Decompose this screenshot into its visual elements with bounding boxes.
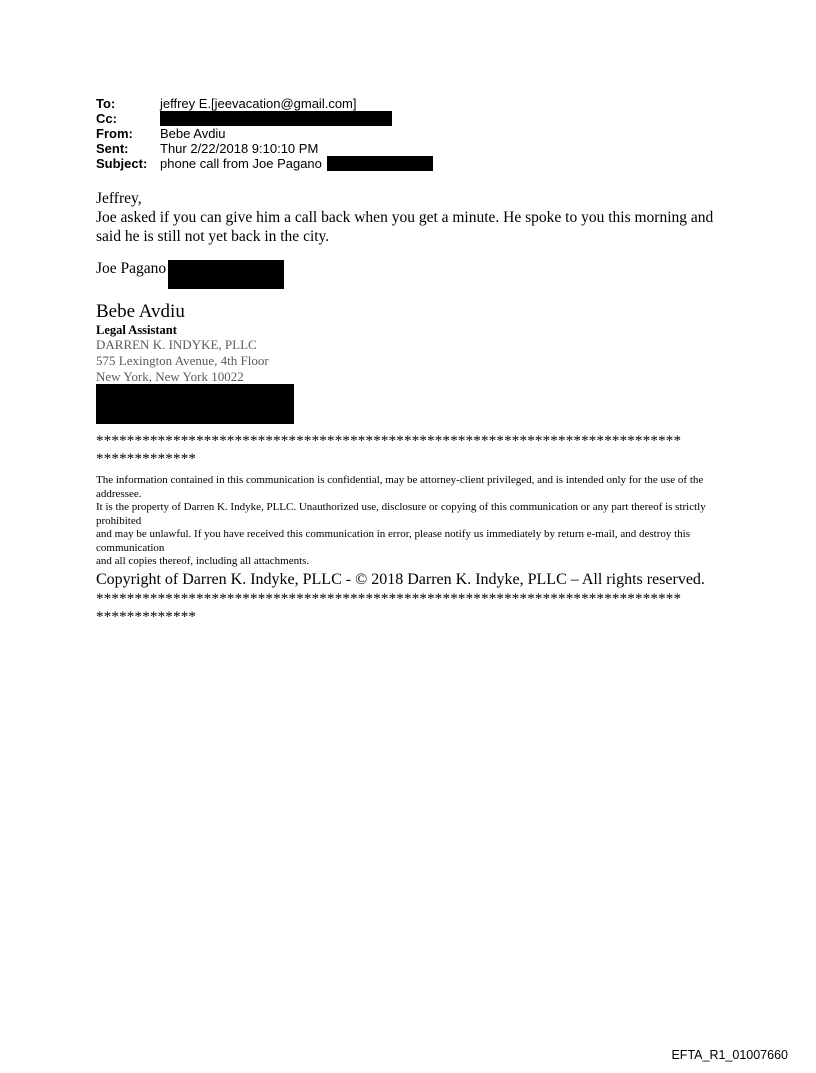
- subject-redaction: [327, 156, 433, 171]
- signature-redaction: [96, 384, 294, 424]
- signature-address-line1: 575 Lexington Avenue, 4th Floor: [96, 353, 269, 368]
- subject-label: Subject:: [96, 156, 148, 171]
- signature-title: Legal Assistant: [96, 323, 177, 337]
- sent-row: [96, 141, 433, 156]
- sent-label: Sent:: [96, 141, 129, 156]
- signature-firm: DARREN K. INDYKE, PLLC: [96, 337, 257, 352]
- signature-name: Bebe Avdiu: [96, 301, 185, 322]
- copyright-notice: Copyright of Darren K. Indyke, PLLC - © 2018 Darren K. Indyke, PLLC – All rights reserved.: [96, 570, 705, 588]
- disclaimer-line-4: and all copies thereof, including all attachments.: [96, 555, 310, 567]
- to-row: [96, 96, 433, 111]
- disclaimer-block: [96, 432, 726, 626]
- disclaimer-line-2: It is the property of Darren K. Indyke, PLLC. Unauthorized use, disclosure or copying of this communication or any part thereof is strictly prohibited: [96, 501, 706, 527]
- from-row: [96, 126, 433, 141]
- cc-row: [96, 111, 433, 126]
- contact-line: [96, 260, 284, 289]
- to-value: jeffrey E.[jeevacation@gmail.com]: [160, 96, 357, 111]
- email-body: [96, 189, 736, 246]
- to-label: To:: [96, 96, 116, 111]
- separator-stars-bottom-short: *************: [96, 608, 197, 625]
- from-value: Bebe Avdiu: [160, 126, 226, 141]
- email-header: [96, 96, 433, 171]
- separator-stars-bottom: ****************************************************************************: [96, 590, 682, 607]
- signature-block: [96, 301, 294, 429]
- cc-redaction: [160, 111, 392, 126]
- cc-label: Cc:: [96, 111, 117, 126]
- body-paragraph: Joe asked if you can give him a call back when you get a minute. He spoke to you this morning and said he is still not yet back in the city.: [96, 209, 714, 245]
- subject-value: phone call from Joe Pagano: [160, 156, 322, 171]
- document-id: EFTA_R1_01007660: [671, 1048, 788, 1062]
- separator-stars-top: ****************************************************************************: [96, 433, 682, 449]
- from-label: From:: [96, 126, 133, 141]
- disclaimer-line-3: and may be unlawful. If you have received this communication in error, please notify us immediately by return e-mail, and destroy this communication: [96, 528, 690, 554]
- separator-stars-top-short: *************: [96, 451, 197, 467]
- disclaimer-line-1: The information contained in this communication is confidential, may be attorney-client privileged, and is intended only for the use of the addressee.: [96, 474, 704, 500]
- greeting: Jeffrey,: [96, 190, 142, 207]
- subject-row: [96, 156, 433, 171]
- contact-name: Joe Pagano: [96, 260, 167, 277]
- contact-redaction: [168, 260, 284, 289]
- sent-value: Thur 2/22/2018 9:10:10 PM: [160, 141, 319, 156]
- signature-address-line2: New York, New York 10022: [96, 369, 244, 384]
